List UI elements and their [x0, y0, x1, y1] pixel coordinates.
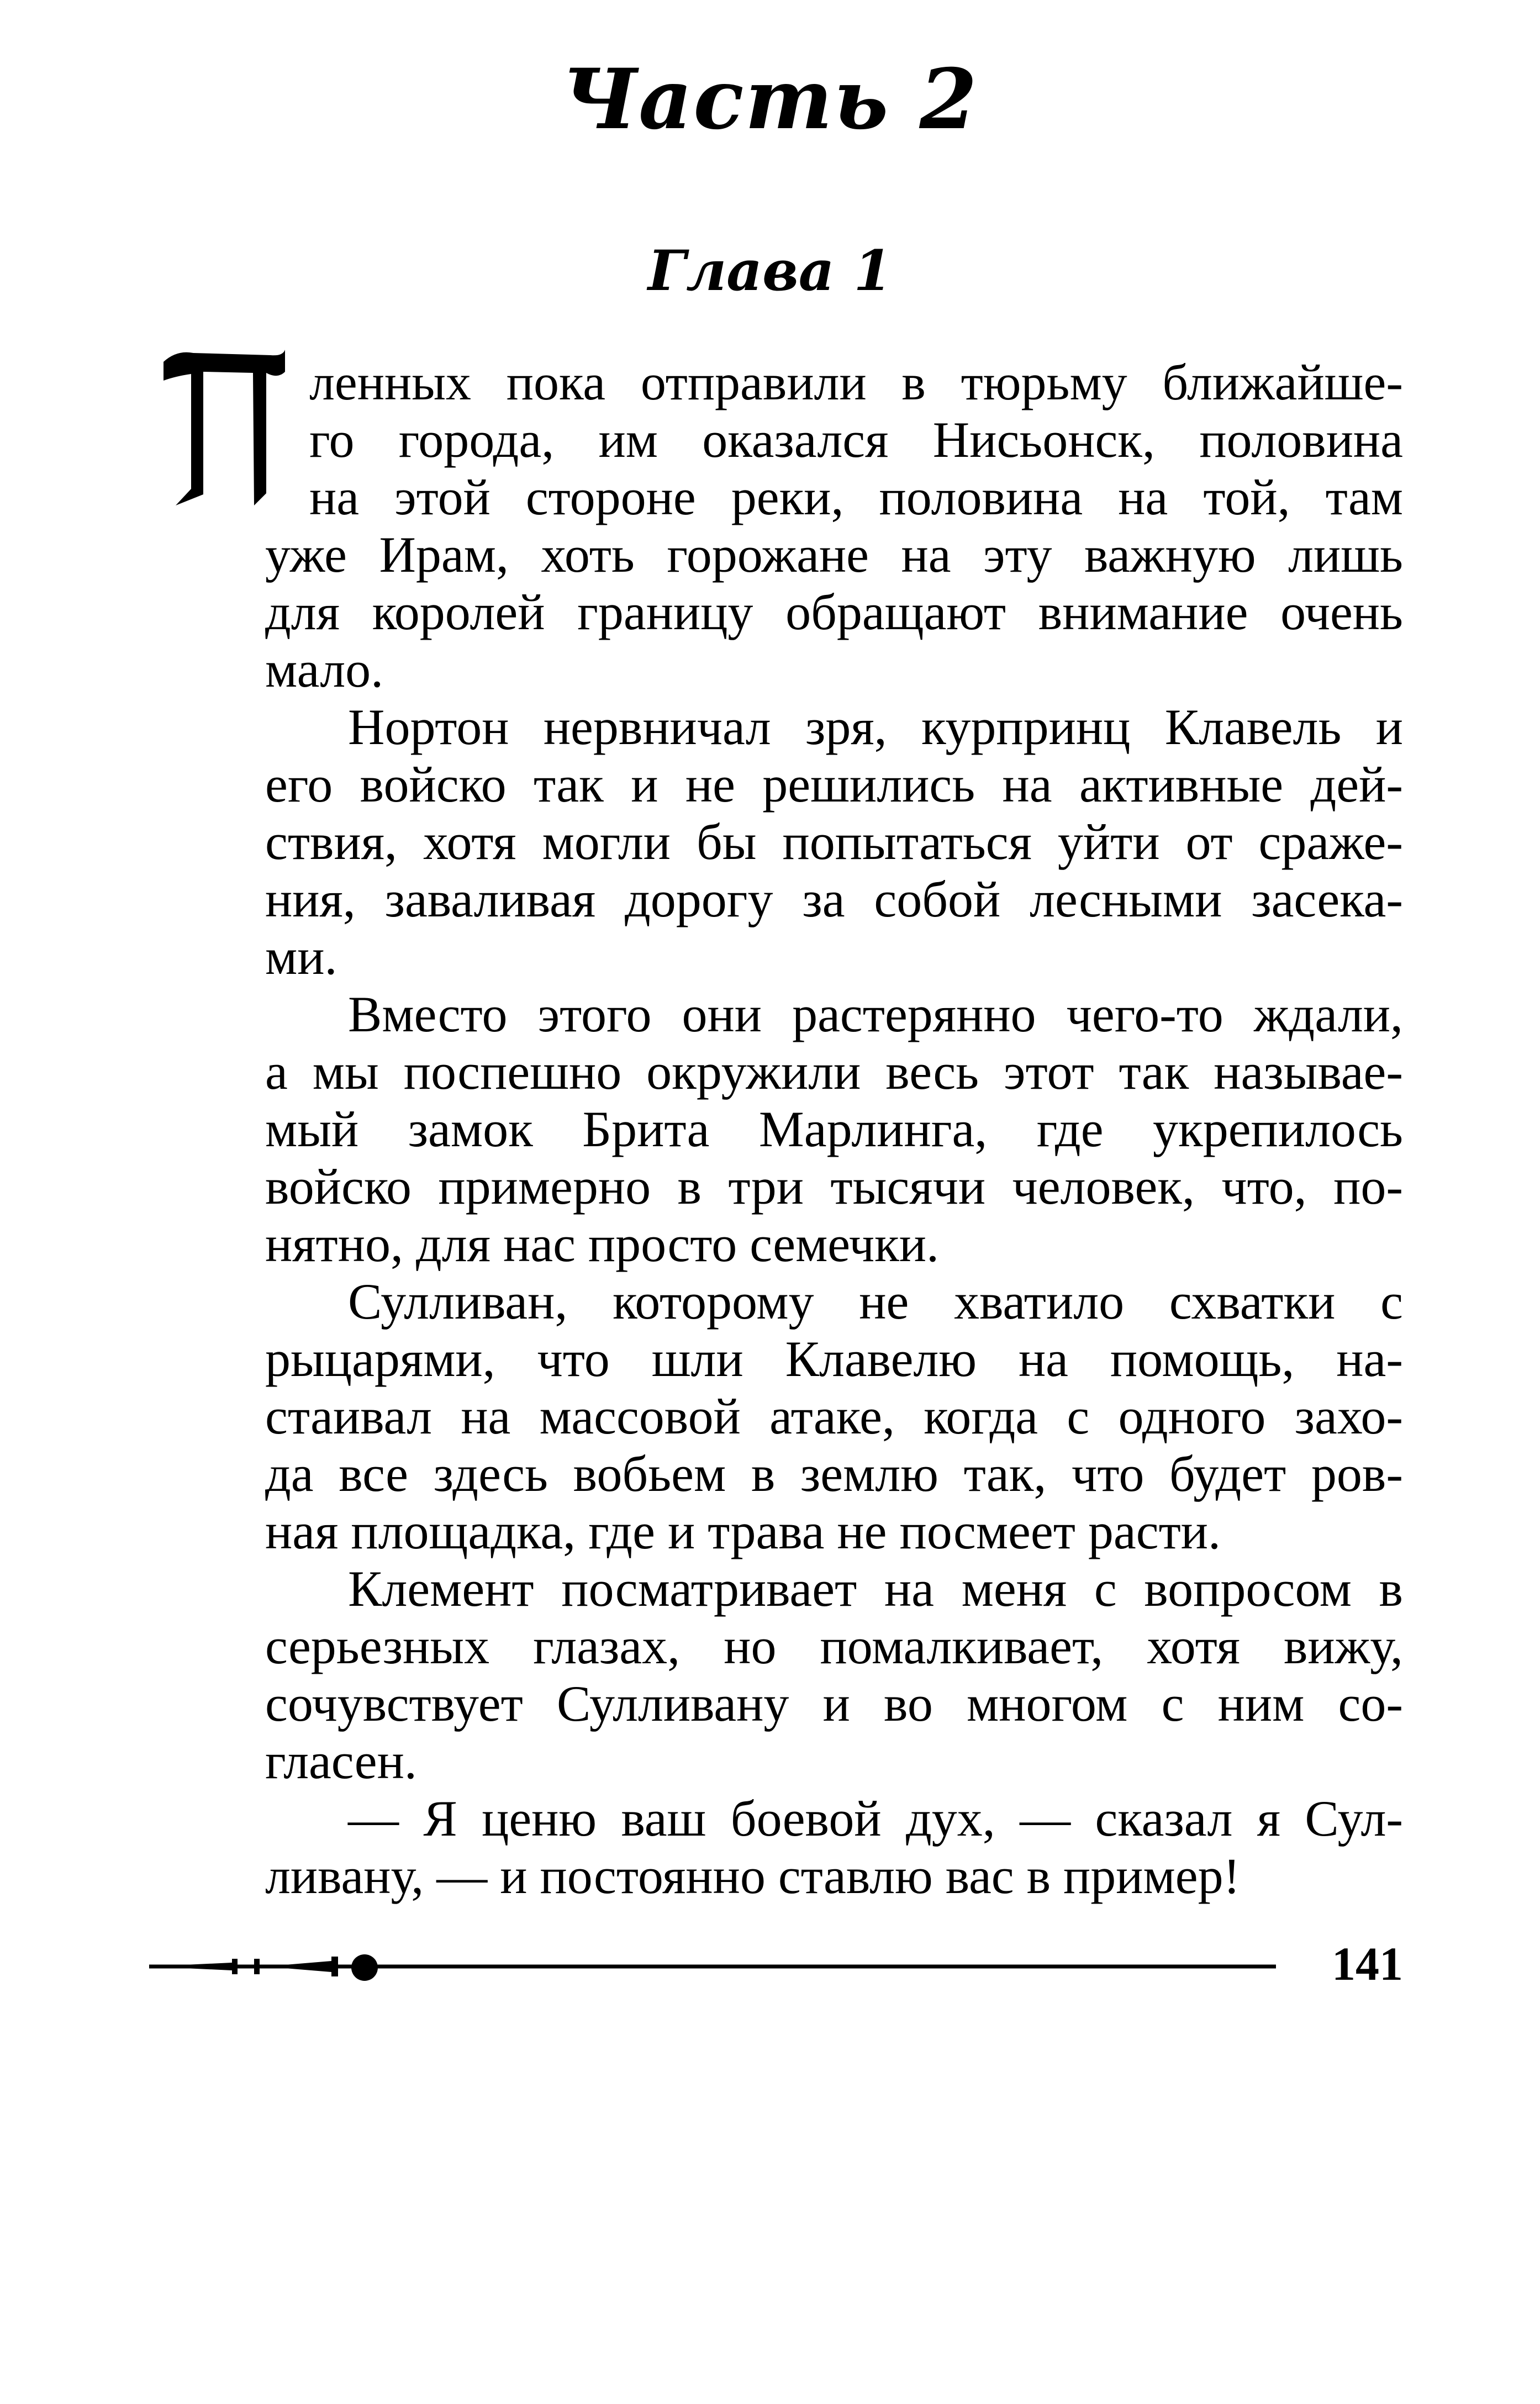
text-line: уже Ирам, хоть горожане на эту важную лишь — [265, 526, 1403, 583]
text-line: ми. — [265, 929, 337, 985]
text-line: да все здесь вобьем в землю так, что будет ров- — [265, 1446, 1403, 1502]
text-line: для королей границу обращают внимание очень — [265, 584, 1403, 640]
text-line: го города, им оказался Нисьонск, половина — [309, 412, 1403, 468]
part-title: Часть 2 — [562, 51, 978, 148]
text-line: а мы поспешно окружили весь этот так называе- — [265, 1043, 1403, 1100]
text-line: Сулливан, которому не хватило схватки с — [348, 1273, 1403, 1330]
text-line: стаивал на массовой атаке, когда с одного захо- — [265, 1388, 1403, 1444]
text-line: гласен. — [265, 1733, 417, 1789]
text-line: Нортон нервничал зря, курпринц Клавель и — [348, 699, 1403, 755]
text-line: ствия, хотя могли бы попытаться уйти от сраже- — [265, 814, 1403, 870]
drop-cap-letter — [160, 340, 287, 505]
text-line: ния, заваливая дорогу за собой лесными засека- — [265, 871, 1403, 927]
text-line: войско примерно в три тысячи человек, что, по- — [265, 1158, 1403, 1215]
text-line: ливану, — и постоянно ставлю вас в пример! — [265, 1848, 1241, 1904]
text-line: Клемент посматривает на меня с вопросом в — [348, 1561, 1403, 1617]
page-footer — [149, 1933, 1403, 2000]
text-line: серьезных глазах, но помалкивает, хотя вижу, — [265, 1618, 1403, 1674]
body-text — [265, 354, 1403, 1905]
text-line: рыцарями, что шли Клавелю на помощь, на- — [265, 1331, 1403, 1387]
text-line: Вместо этого они растерянно чего-то ждали, — [348, 986, 1403, 1042]
text-line: сочувствует Сулливану и во многом с ним со- — [265, 1675, 1403, 1732]
ornament-line-icon — [149, 1944, 1298, 1989]
text-line: ная площадка, где и трава не посмеет расти. — [265, 1503, 1221, 1559]
text-line: мый замок Брита Марлинга, где укрепилось — [265, 1101, 1403, 1157]
text-line: его войско так и не решились на активные дей- — [265, 756, 1403, 813]
page-number: 141 — [1332, 1937, 1403, 1990]
chapter-title: Глава 1 — [648, 238, 892, 303]
text-line: нятно, для нас просто семечки. — [265, 1216, 940, 1272]
text-line: ленных пока отправили в тюрьму ближайше- — [309, 354, 1403, 410]
text-line: — Я ценю ваш боевой дух, — сказал я Сул- — [348, 1790, 1403, 1847]
text-line: мало. — [265, 641, 384, 698]
drop-cap-glyph — [160, 340, 287, 505]
footer-ornament-rule — [149, 1944, 1298, 1989]
text-line: на этой стороне реки, половина на той, там — [309, 469, 1403, 525]
